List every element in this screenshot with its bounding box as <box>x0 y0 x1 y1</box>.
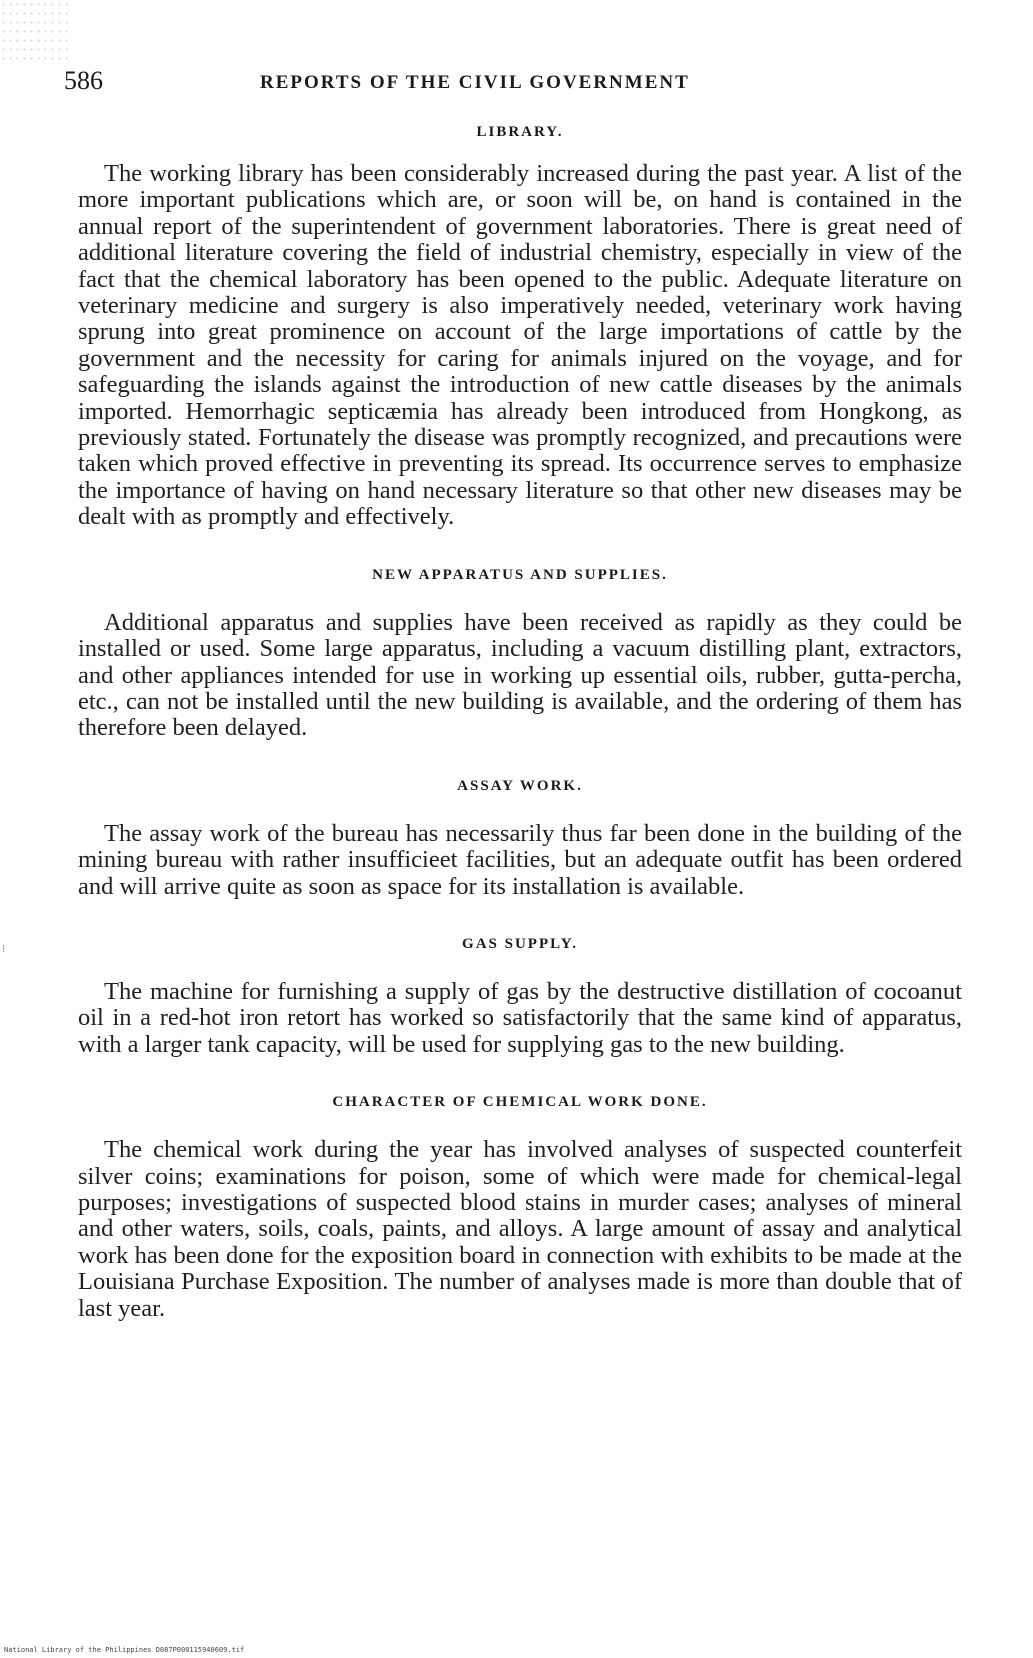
running-title: REPORTS OF THE CIVIL GOVERNMENT <box>260 72 690 93</box>
section-chemical-work <box>78 1094 962 1322</box>
section-assay-work <box>78 778 962 900</box>
section-heading: GAS SUPPLY. <box>462 935 578 952</box>
section-paragraph: Additional apparatus and supplies have been received as rapidly as they could be installed or used. Some large apparatus, including a vacuum distilling plant, extractors, and other appliances intended for use in working up essential oils, rubber, gutta-percha, etc., can not be installed until the new building is available, and the ordering of them has therefore been delayed. <box>78 608 962 742</box>
section-paragraph: The working library has been considerably increased during the past year. A list of the more important publications which are, or soon will be, on hand is contained in the annual report of the superintendent of government laboratories. There is great need of additional literature covering the field of industrial chemistry, especially in view of the fact that the chemical laboratory has been opened to the public. Adequate literature on veterinary medicine and surgery is also imperatively needed, veterinary work having sprung into great prominence on account of the large importations of cattle by the government and the necessity for caring for animals injured on the voyage, and for safeguarding the islands against the introduction of new cattle diseases by the animals imported. Hemorrhagic septicæmia has already been introduced from Hongkong, as previously stated. Fortunately the disease was promptly recognized, and precautions were taken which proved effective in preventing its spread. Its occurrence serves to emphasize the importance of having on hand necessary literature so that other new diseases may be dealt with as promptly and effectively. <box>78 160 962 531</box>
section-heading: ASSAY WORK. <box>457 777 583 794</box>
scan-footer-note: National Library of the Philippines D087P000115940609.tif <box>4 1646 245 1654</box>
section-gas-supply <box>78 936 962 1058</box>
margin-mark: ⁝ <box>2 944 6 955</box>
section-paragraph: The chemical work during the year has involved analyses of suspected counterfeit silver coins; examinations for poison, some of which were made for chemical-legal purposes; investigations of suspected blood stains in murder cases; analyses of mineral and other waters, soils, coals, paints, and alloys. A large amount of assay and analytical work has been done for the exposition board in connection with exhibits to be made at the Louisiana Purchase Exposition. The number of analyses made is more than double that of last year. <box>78 1136 962 1322</box>
scan-noise <box>0 0 70 60</box>
section-paragraph: The assay work of the bureau has necessarily thus far been done in the building of the mining bureau with rather insufficieet facilities, but an adequate outfit has been ordered and will arrive quite as soon as space for its installation is available. <box>78 819 962 900</box>
section-paragraph: The machine for furnishing a supply of gas by the destructive distillation of cocoanut oil in a red-hot iron retort has worked so satisfactorily that the same kind of apparatus, with a larger tank capacity, will be used for supplying gas to the new building. <box>78 977 962 1058</box>
running-head <box>60 66 960 106</box>
page-number: 586 <box>64 66 103 95</box>
section-heading: CHARACTER OF CHEMICAL WORK DONE. <box>332 1094 708 1111</box>
section-new-apparatus <box>78 567 962 742</box>
section-library <box>78 124 962 531</box>
page-body <box>78 124 962 1322</box>
section-heading: LIBRARY. <box>476 124 564 140</box>
section-heading: NEW APPARATUS AND SUPPLIES. <box>372 566 668 583</box>
